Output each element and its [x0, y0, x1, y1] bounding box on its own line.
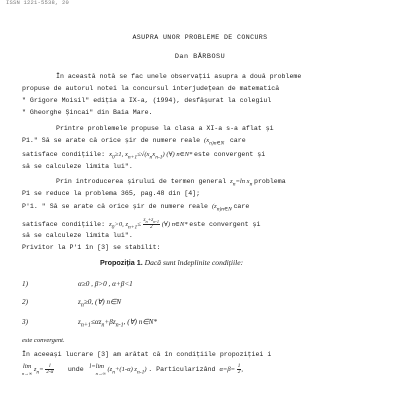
condition-formula-1: $x_0\ge 1$, $x_{n+1}\le√(x_nx_{n-1})$ (∀) n∈N* [109, 151, 193, 161]
paragraph-line: propuse de autorul notei la concursul interjudețean de matematică [22, 85, 280, 92]
condition-text: α≥0 , β>0 , α+β<1 [78, 280, 133, 288]
paper-title: ASUPRA UNOR PROBLEME DE CONCURS [132, 34, 268, 41]
zn-definition: $z_n=\ln$ $x_n$ [230, 178, 253, 188]
proposition-heading: Propoziția 1. Dacă sunt îndeplinite condițiile: [100, 258, 244, 267]
fraction: $\frac{z_n+z_{n-1}}{2}$ [143, 217, 160, 231]
problem-p1prime-line: P'1. " Să se arate că orice șir de numere reale ($z_{n)n\in N}$ care [22, 203, 250, 213]
problem-p1prime-conditions: satisface condițiile: $z_0>0$, $z_{n+1}\le$ $\frac{z_n+z_{n-1}}{2}$ (∀) n∈N* este convergent și [22, 217, 261, 231]
paragraph-line: P1 se reduce la problema 365, pag.48 din [4]; [22, 190, 201, 197]
author-name: Dan BĂRBOSU [174, 53, 226, 61]
problem-p1-conditions: satisface condițiile: $x_0\ge 1$, $x_{n+1}\le√(x_nx_{n-1})$ (∀) n∈N* este convergent și [22, 151, 266, 161]
paragraph-line: Prin introducerea șirului de termen general $z_n=\ln$ $x_n$ problema [56, 178, 286, 188]
paragraph-line: Privitor la P'1 în [3] se stabilit: [22, 244, 161, 251]
condition-label: 2) [22, 298, 28, 306]
fraction: $\frac{l}{2-\alpha}$ [46, 363, 54, 376]
limit-formula-2: l=lim n→∞ ($z_n+(1-\alpha)$ $z_{n-1}$) [89, 363, 147, 376]
limit-formula-1: lim n→∞ $z_n=$ $\frac{l}{2-\alpha}$ [22, 363, 54, 376]
paragraph-line: În această notă se fac unele observații asupra a două probleme [56, 73, 302, 80]
paragraph-line: să se calculeze limita lui". [22, 163, 133, 170]
problem-p1-line: P1." Să se arate că orice șir de numere reale ($x_{n)n\in N}$ care [22, 137, 246, 147]
paragraph-line: este convergent. [22, 337, 65, 344]
paragraph-line: să se calculeze limita lui". [22, 232, 133, 239]
condition-text: $z_n\ge 0$, (∀) n∈N [78, 298, 122, 309]
paragraph-line: În aceeași lucrare [3] am arătat că în condițiile propoziției i [22, 351, 272, 358]
condition-formula-2: $z_0>0$, $z_{n+1}\le$ $\frac{z_n+z_{n-1}}{2}$ (∀) n∈N* [109, 217, 188, 231]
paragraph-line: " Grigore Moisil" ediția a IX-a, (1994), desfășurat la colegiul [22, 97, 272, 104]
paragraph-line: Printre problemele propuse la clasa a XI-a s-a aflat și [56, 125, 274, 132]
condition-text: $z_{n+1}\le\alpha z_n+\beta z_{n-1}$, (∀) n∈N* [78, 318, 157, 329]
limit-line: lim n→∞ $z_n=$ $\frac{l}{2-\alpha}$ unde l=lim n→∞ ($z_n+(1-\alpha)$ $z_{n-1}$) . Particularizând α=β= $\frac{1}{2}$ , [22, 363, 244, 376]
condition-label: 1) [22, 280, 28, 288]
fraction: $\frac{1}{2}$ [237, 363, 241, 376]
page-header: ISSN 1221-5538, 20 [6, 0, 70, 6]
paragraph-line: " Gheorghe Șincai" din Baia Mare. [22, 109, 153, 116]
condition-label: 3) [22, 318, 28, 326]
particular-values: α=β= $\frac{1}{2}$ , [219, 363, 244, 376]
